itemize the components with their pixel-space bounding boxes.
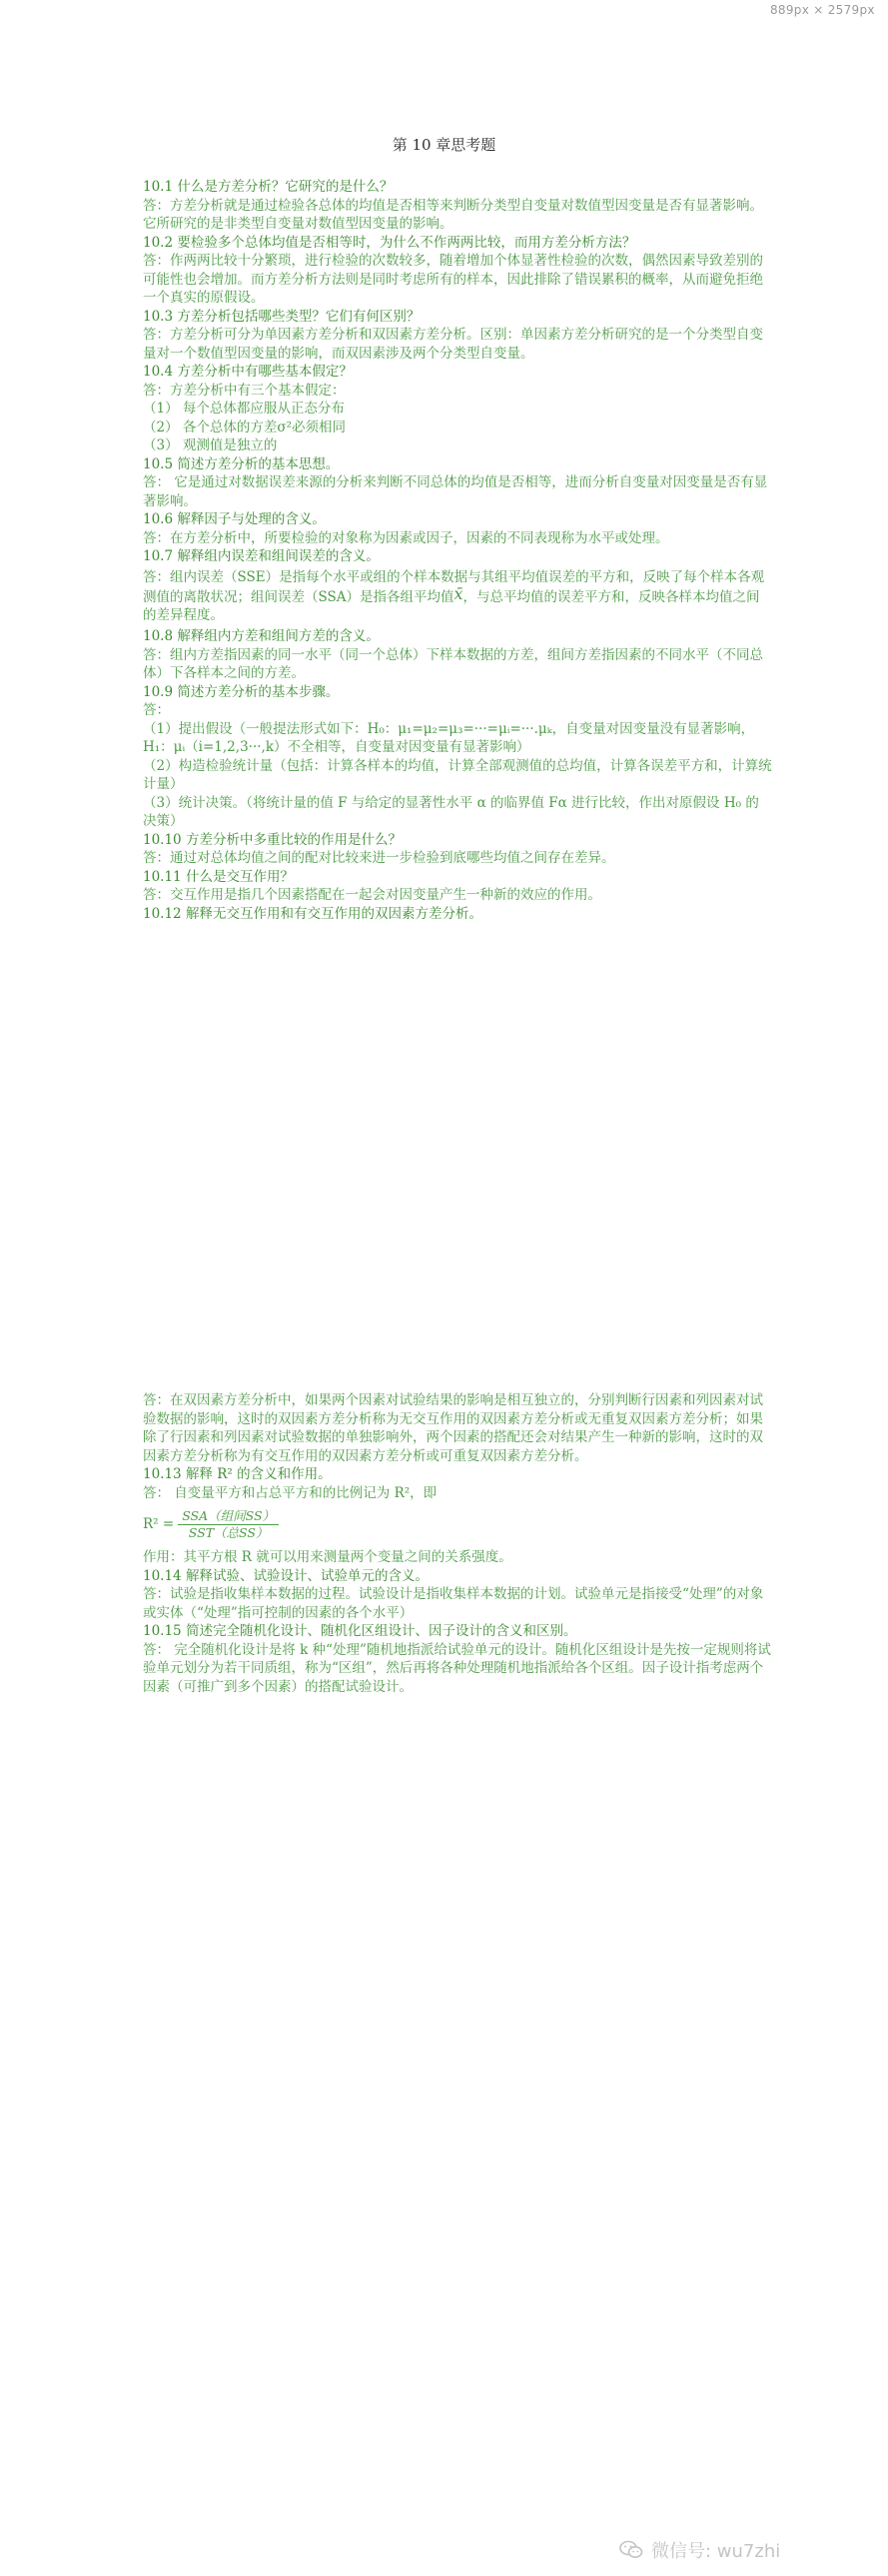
answer-line: 答：在方差分析中，所要检验的对象称为因素或因子，因素的不同表现称为水平或处理。 xyxy=(143,529,669,546)
question-line: 10.13 解释 R² 的含义和作用。 xyxy=(143,1466,332,1482)
questions-block-4 xyxy=(143,1548,772,1696)
question-line: 10.10 方差分析中多重比较的作用是什么？ xyxy=(143,831,402,848)
answer-line: 答：方差分析中有三个基本假定： xyxy=(143,382,346,399)
formula-lhs: R² = xyxy=(143,1515,175,1532)
question-line: 10.12 解释无交互作用和有交互作用的双因素方差分析。 xyxy=(143,905,482,922)
answer-line: 答：方差分析可分为单因素方差分析和双因素方差分析。区别：单因素方差分析研究的是一个分类型自变量对一个数值型因变量的影响，而双因素涉及两个分类型自变量。 xyxy=(143,327,763,362)
answer-10-7-after: ，与总平均值的误差平方和，反映各样本均值之间的差异程度。 xyxy=(143,588,760,623)
r-squared-formula xyxy=(143,1502,772,1546)
answer-line: 答：在双因素方差分析中，如果两个因素对试验结果的影响是相互独立的，分别判断行因素和列因素对试验数据的影响，这时的双因素方差分析称为无交互作用的双因素方差分析或无重复双因素方差分析；如果除了行因素和列因素对试验数据的单独影响外，两个因素的搭配还会对结果产生一种新的影响，这时的双因素方差分析称为有交互作用的双因素方差分析或可重复双因素方差分析。 xyxy=(143,1392,763,1464)
question-line: 10.7 解释组内误差和组间误差的含义。 xyxy=(143,548,380,564)
answer-line: 答： 它是通过对数据误差来源的分析来判断不同总体的均值是否相等，进而分析自变量对因变量是否有显著影响。 xyxy=(143,474,768,509)
answer-line: 答：试验是指收集样本数据的过程。试验设计是指收集样本数据的计划。试验单元是指接受“处理”的对象或实体（“处理”指可控制的因素的各个水平） xyxy=(143,1586,764,1621)
answer-line: （2）构造检验统计量（包括：计算各样本的均值，计算全部观测值的总均值，计算各误差平方和，计算统计量） xyxy=(143,757,772,792)
formula-numerator: SSA（组间SS） xyxy=(178,1508,279,1525)
answer-line: （1） 每个总体都应服从正态分布 xyxy=(143,401,345,417)
question-line: 10.5 简述方差分析的基本思想。 xyxy=(143,455,340,472)
questions-block-3 xyxy=(143,1391,772,1502)
question-line: 10.11 什么是交互作用？ xyxy=(143,868,294,885)
question-line: 10.9 简述方差分析的基本步骤。 xyxy=(143,683,340,700)
answer-line: （3） 观测值是独立的 xyxy=(143,437,278,453)
answer-line: 答：交互作用是指几个因素搭配在一起会对因变量产生一种新的效应的作用。 xyxy=(143,887,601,903)
answer-line: 答： 完全随机化设计是将 k 种“处理”随机地指派给试验单元的设计。随机化区组设计是先按一定规则将试验单元划分为若干同质组，称为“区组”，然后再将各种处理随机地指派给各个区组。因子设计指考虑两个因素（可推广到多个因素）的搭配试验设计。 xyxy=(143,1641,771,1695)
wechat-watermark xyxy=(619,2537,780,2563)
answer-line: （3）统计决策。（将统计量的值 F 与给定的显著性水平 α 的临界值 Fα 进行比较，作出对原假设 H₀ 的决策） xyxy=(143,794,759,829)
answer-line: （2） 各个总体的方差σ²必须相同 xyxy=(143,419,347,435)
answer-line: 作用：其平方根 R 就可以用来测量两个变量之间的关系强度。 xyxy=(143,1549,512,1565)
watermark-text: 微信号: wu7zhi xyxy=(651,2541,781,2562)
dimensions-label: 889px × 2579px xyxy=(770,3,875,17)
wechat-icon xyxy=(619,2540,643,2560)
answer-line: 答： xyxy=(143,702,170,718)
formula-fraction xyxy=(178,1508,279,1541)
question-line: 10.1 什么是方差分析？它研究的是什么？ xyxy=(143,179,394,195)
question-line: 10.14 解释试验、试验设计、试验单元的含义。 xyxy=(143,1567,429,1584)
answer-line: 答：作两两比较十分繁琐，进行检验的次数较多，随着增加个体显著性检验的次数，偶然因素导致差别的可能性也会增加。而方差分析方法则是同时考虑所有的样本，因此排除了错误累积的概率，从而避免拒绝一个真实的原假设。 xyxy=(143,253,763,306)
answer-line: 答： 自变量平方和占总平方和的比例记为 R²，即 xyxy=(143,1484,438,1501)
answer-10-7-text xyxy=(143,568,772,625)
question-line: 10.6 解释因子与处理的含义。 xyxy=(143,511,326,527)
answer-line: 答：方差分析就是通过检验各总体的均值是否相等来判断分类型自变量对数值型因变量是否有显著影响。它所研究的是非类型自变量对数值型因变量的影响。 xyxy=(143,197,763,232)
formula-denominator: SST（总SS） xyxy=(188,1524,269,1540)
answer-line: 答：组内方差指因素的同一水平（同一个总体）下样本数据的方差，组间方差指因素的不同水平（不同总体）下各样本之间的方差。 xyxy=(143,646,763,681)
questions-block-1 xyxy=(143,178,772,566)
answer-line: 答：通过对总体均值之间的配对比较来进一步检验到底哪些均值之间存在差异。 xyxy=(143,850,615,866)
questions-block-2 xyxy=(143,627,772,923)
xbar-symbol: x̄ xyxy=(453,583,463,603)
answer-line: （1）提出假设（一般提法形式如下：H₀：μ₁=μ₂=μ₃=···=μᵢ=···.μₖ，自变量对因变量没有显著影响，H₁：μᵢ（i=1,2,3···,k）不全相等，自变量对因变量有显著影响） xyxy=(143,720,755,755)
question-line: 10.8 解释组内方差和组间方差的含义。 xyxy=(143,628,380,644)
answer-10-7-before: 答：组内误差（SSE）是指每个水平或组的个样本数据与其组平均值误差的平方和，反映了每个样本各观测值的离散状况；组间误差（SSA）是指各组平均值 xyxy=(143,569,765,605)
page-title: 第 10 章思考题 xyxy=(392,136,496,154)
answer-10-7 xyxy=(143,568,772,625)
question-line: 10.4 方差分析中有哪些基本假定？ xyxy=(143,364,353,380)
question-line: 10.15 简述完全随机化设计、随机化区组设计、因子设计的含义和区别。 xyxy=(143,1623,577,1639)
question-line: 10.3 方差分析包括哪些类型？它们有何区别？ xyxy=(143,308,421,325)
question-line: 10.2 要检验多个总体均值是否相等时，为什么不作两两比较，而用方差分析方法？ xyxy=(143,234,636,251)
